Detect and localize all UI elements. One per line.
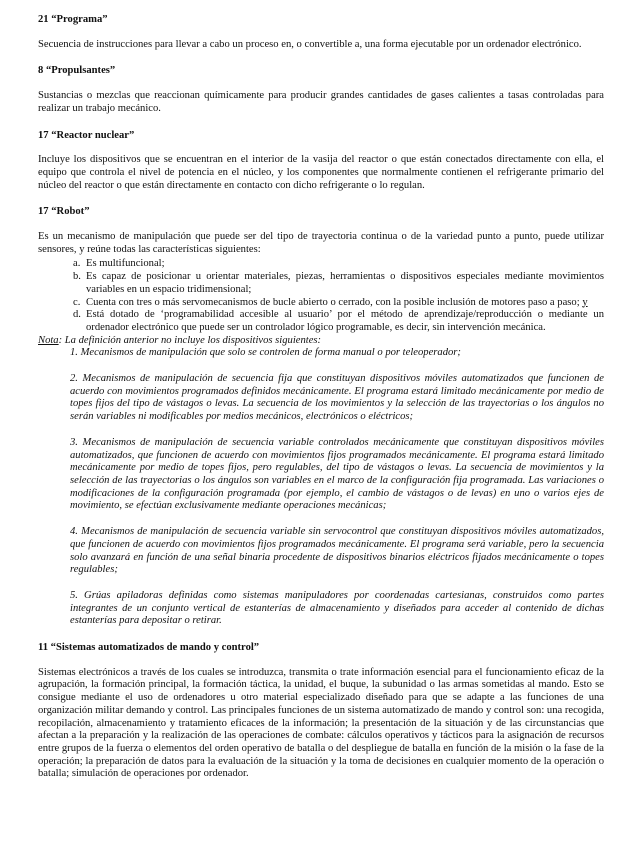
term-definition-programa: Secuencia de instrucciones para llevar a cabo un proceso en, o convertible a, una forma ejecutable por un ordenador electrónico. [38,38,582,50]
nota-item: 4. Mecanismos de manipulación de secuencia variable sin servocontrol que constituyan dispositivos móviles automatizados, que funcionen de acuerdo con movimientos fijos programados mecánicamente. El programa será variable, pero la secuencia solo avanzará en función de una señal binaria procedente de dispositivos binarios eléctricos fijados mecánicamente o topes regulables; [70,526,604,576]
term-heading-programa: 21 “Programa” [38,14,108,25]
term-definition-robot: Es un mecanismo de manipulación que puede ser del tipo de trayectoria continua o de la variedad punto a punto, puede utilizar sensores, y reúne todas las características siguientes: [38,231,604,255]
nota-label: Nota [38,334,59,346]
term-definition-sistemas-automatizados: Sistemas electrónicos a través de los cuales se introduzca, transmita o trate información esencial para el funcionamiento eficaz de la agrupación, la formación principal, la formación táctica, la unidad, el buque, la subunidad o las armas sometidas al mando. Esto se consigue mediante el uso de ordenadores u otro material especializado diseñado para que se adapte a las funciones de una organización militar demando y control. Las principales funciones de un sistema automatizado de mando y control son: una recogida, recopilación, almacenamiento y tratamiento eficaces de la información; la presentación de la situación y de las circunstancias que afectan a la preparación y la realización de las operaciones de combate: cálculos operativos y tácticos para la asignación de recursos entre grupos de la fuerza o elementos del orden operativo de batalla o del despliegue de batalla en función de la misión o la fase de la operación; la preparación de datos para la evaluación de la situación y la toma de decisiones en cualquier momento de la operación o batalla; simulación de operaciones por ordenador. [38,666,604,780]
nota-item: 1. Mecanismos de manipulación que solo se controlen de forma manual o por teleoperador; [70,347,461,359]
list-item-text: Cuenta con tres o más servomecanismos de bucle abierto o cerrado, con la posible inclusión de motores paso a paso; [86,296,580,308]
nota-item: 2. Mecanismos de manipulación de secuencia fija que constituyan dispositivos móviles automatizados que funcionen de acuerdo con movimientos programados definidos mecánicamente. El programa estará limitado mecánicamente por medio de topes fijos del tipo de vástagos o levas. La secuencia de los movimientos y la selección de las trayectorias o los ángulos no serán variables ni modificables por medios mecánicos, electrónicos o eléctricos; [70,373,604,423]
list-item [74,309,604,334]
document-page [38,14,604,781]
list-item-marker: c. [73,296,81,308]
term-heading-robot: 17 “Robot” [38,206,90,218]
list-item [74,297,604,310]
term-heading-reactor-nuclear: 17 “Reactor nuclear” [38,129,135,141]
term-definition-propulsantes: Sustancias o mezclas que reaccionan químicamente para producir grandes cantidades de gases calientes a tasas controladas para realizar un trabajo mecánico. [38,90,604,114]
list-item [74,258,604,271]
term-heading-propulsantes: 8 “Propulsantes” [38,65,116,77]
term-heading-sistemas-automatizados: 11 “Sistemas automatizados de mando y control” [38,642,260,654]
list-item-text: Es multifuncional; [86,258,165,270]
nota-item: 5. Grúas apiladoras definidas como sistemas manipuladores por coordenadas cartesianas, construidos como partes integrantes de un conjunto vertical de estanterías de almacenamiento y diseñados para acceder al contenido de dichas estanterías para depositar o retirar. [70,589,604,627]
nota-exclusions-list [38,347,604,628]
list-item-marker: a. [73,258,81,270]
list-item-conjunction: y [582,296,588,308]
list-item-text: Está dotado de ‘programabilidad accesible al usuario’ por el método de aprendizaje/reproducción o mediante un ordenador electrónico que puede ser un controlador lógico programable, es decir, sin intervención mecánica. [86,309,604,333]
robot-characteristics-list [38,258,604,334]
nota-heading [38,335,604,348]
nota-intro: : La definición anterior no incluye los dispositivos siguientes: [58,334,322,346]
list-item [74,271,604,296]
list-item-marker: d. [73,309,81,321]
term-definition-reactor-nuclear: Incluye los dispositivos que se encuentran en el interior de la vasija del reactor o que están conectados directamente con ella, el equipo que controla el nivel de potencia en el núcleo, y los componentes que normalmente contienen el refrigerante primario del núcleo del reactor o que están directamente en contacto con dicho refrigerante o lo regulan. [38,154,604,191]
nota-item: 3. Mecanismos de manipulación de secuencia variable controlados mecánicamente que constituyan dispositivos móviles automatizados, que funcionen de acuerdo con movimientos fijos programados mecánicamente. El programa estará limitado mecánicamente por medio de topes fijos, pero regulables, del tipo de vástagos o levas. La secuencia de movimientos y la selección de las trayectorias o los ángulos son variables en el marco de la configuración fija programada. Las variaciones o modificaciones de la configuración programada (por ejemplo, el cambio de vástagos o de levas) en uno o varios ejes de movimiento, se efectúan exclusivamente mediante operaciones mecánicas; [70,436,604,512]
list-item-text: Es capaz de posicionar u orientar materiales, piezas, herramientas o dispositivos especiales mediante movimientos variables en un espacio tridimensional; [86,271,604,295]
list-item-marker: b. [73,271,81,283]
